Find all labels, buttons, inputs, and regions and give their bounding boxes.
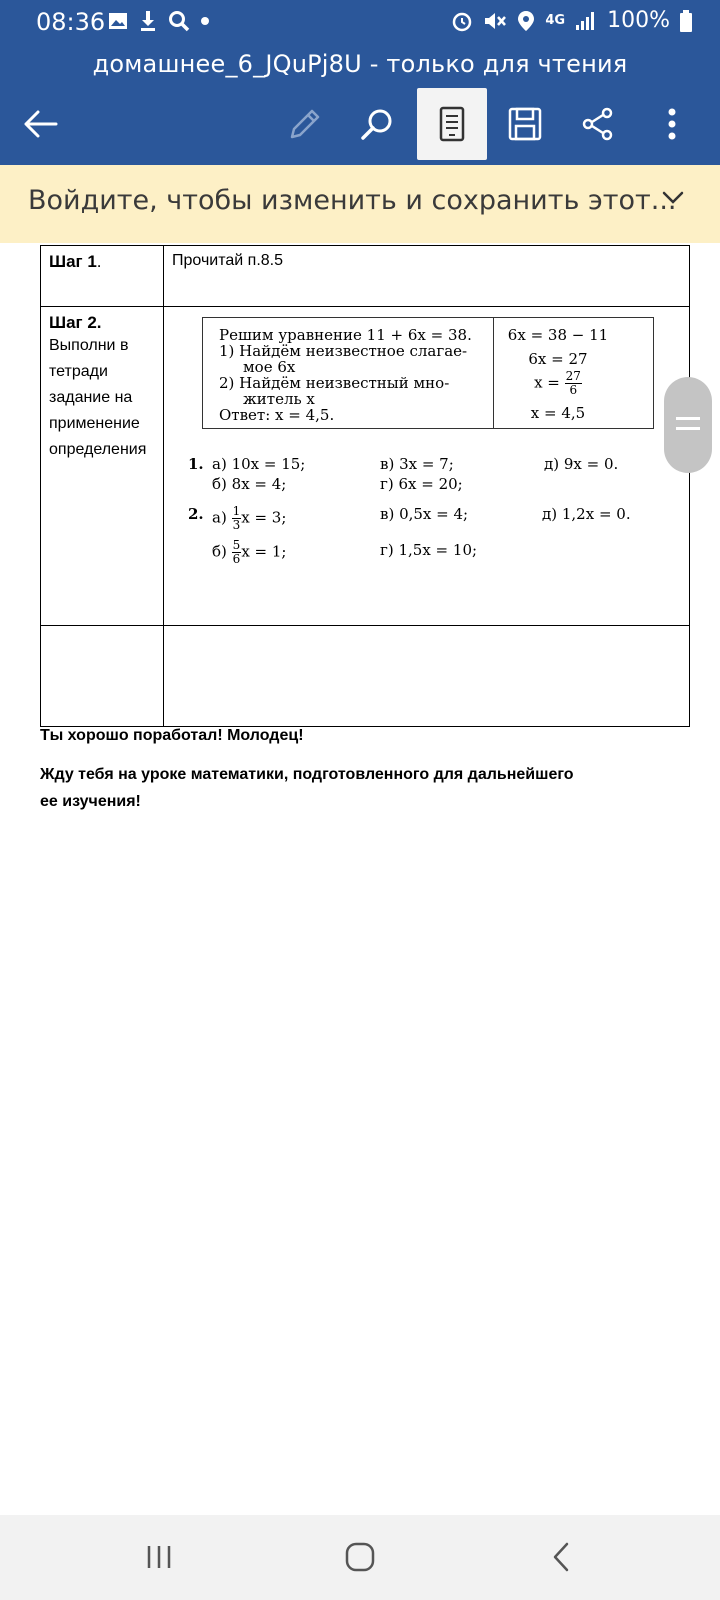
step-2-desc-line: применение	[49, 415, 140, 432]
location-icon	[517, 10, 535, 32]
status-right-icons	[451, 8, 692, 33]
search-status-icon	[168, 10, 190, 32]
step-2-desc-line: Выполни в	[49, 337, 129, 354]
back-button[interactable]	[5, 88, 75, 160]
fraction-denominator: 6	[232, 552, 241, 566]
exercise-item: г) 1,5x = 10;	[380, 541, 478, 559]
system-nav-bar	[0, 1515, 720, 1600]
reading-view-icon	[439, 106, 465, 142]
step-1-content: Прочитай п.8.5	[172, 252, 283, 269]
exercise-letter: а)	[212, 508, 227, 527]
document-title: домашнее_6_JQuPj8U - только для чтения	[92, 50, 628, 78]
edit-button[interactable]	[270, 88, 340, 160]
exercise-item: а) 10x = 15;	[212, 455, 306, 473]
exercise-equation: x = 3;	[241, 508, 287, 527]
step-1-label: Шаг 1	[49, 252, 97, 271]
solution-line: 6x = 38 − 11	[507, 326, 609, 344]
step-2-label: Шаг 2.	[49, 313, 102, 332]
handle-grip-line	[676, 427, 700, 430]
fraction-numerator: 5	[232, 538, 241, 552]
more-icon	[667, 107, 677, 141]
solution-line	[503, 370, 613, 397]
status-time: 08:36	[36, 8, 106, 36]
app-header	[0, 0, 720, 165]
example-box-divider	[493, 318, 494, 428]
mute-icon	[483, 10, 507, 32]
sign-in-banner[interactable]	[0, 165, 720, 243]
step-2-desc-line: тетради	[49, 363, 108, 380]
document-body	[0, 243, 720, 1515]
exercise-2-number: 2.	[188, 505, 204, 523]
status-bar	[0, 0, 720, 44]
table-row	[41, 307, 690, 626]
save-icon	[508, 107, 542, 141]
exercise-item	[212, 539, 286, 566]
table-row	[41, 626, 690, 727]
fraction-denominator: 3	[232, 518, 241, 532]
back-arrow-icon	[22, 109, 58, 139]
steps-table	[40, 245, 690, 727]
reading-view-button[interactable]	[417, 88, 487, 160]
example-line: 2) Найдём неизвестный мно-	[219, 374, 450, 392]
battery-percent: 100%	[607, 8, 670, 33]
back-nav-button[interactable]	[536, 1535, 586, 1579]
step-2-content-cell	[164, 307, 690, 626]
recent-apps-button[interactable]	[134, 1535, 184, 1579]
more-options-button[interactable]	[637, 88, 707, 160]
step-2-desc-line: определения	[49, 441, 147, 458]
praise-text: Ты хорошо поработал! Молодец!	[40, 727, 304, 744]
download-icon	[138, 10, 158, 32]
example-line: мое 6x	[243, 358, 296, 376]
battery-icon	[680, 10, 692, 32]
table-row	[41, 246, 690, 307]
exercise-letter: б)	[212, 542, 227, 561]
exercise-fraction	[232, 505, 242, 532]
solution-line: x = 4,5	[530, 404, 586, 422]
exercise-item: б) 8x = 4;	[212, 475, 287, 493]
step-2-label-cell	[41, 307, 164, 626]
step-2-desc-line: задание на	[49, 389, 133, 406]
share-icon	[581, 107, 615, 141]
recent-apps-icon	[145, 1544, 173, 1570]
exercise-item: д) 1,2x = 0.	[542, 505, 631, 523]
solution-fraction	[565, 370, 582, 397]
toolbar	[0, 88, 720, 160]
search-button[interactable]	[342, 88, 412, 160]
network-type: 4G	[545, 12, 566, 28]
math-exercise-image	[172, 313, 662, 613]
step-1-label-dot: .	[96, 252, 102, 271]
share-button[interactable]	[563, 88, 633, 160]
home-icon	[345, 1542, 375, 1572]
exercise-item	[212, 505, 286, 532]
signal-icon	[575, 11, 597, 31]
empty-cell	[164, 626, 690, 727]
pencil-icon	[288, 107, 322, 141]
exercise-item: в) 3x = 7;	[380, 455, 454, 473]
gallery-icon	[108, 11, 128, 31]
step-1-content-cell	[164, 246, 690, 307]
exercise-item: г) 6x = 20;	[380, 475, 463, 493]
fraction-denominator: 6	[569, 383, 578, 397]
scroll-handle[interactable]	[664, 377, 712, 473]
example-line: житель x	[243, 390, 315, 408]
handle-grip-line	[676, 417, 700, 420]
empty-cell	[41, 626, 164, 727]
example-line: Решим уравнение 11 + 6x = 38.	[219, 326, 472, 344]
closing-text-line: Жду тебя на уроке математики, подготовленного для дальнейшего	[40, 766, 574, 783]
example-answer: Ответ: x = 4,5.	[219, 406, 335, 424]
exercise-fraction	[232, 539, 242, 566]
search-icon	[360, 107, 394, 141]
banner-text: Войдите, чтобы изменить и сохранить этот...	[28, 185, 677, 216]
exercise-equation: x = 1;	[241, 542, 287, 561]
step-1-label-cell	[41, 246, 164, 307]
exercise-1-number: 1.	[188, 455, 204, 473]
alarm-icon	[451, 10, 473, 32]
exercise-item: д) 9x = 0.	[544, 455, 619, 473]
home-button[interactable]	[335, 1535, 385, 1579]
status-notification-icons	[108, 10, 210, 32]
dot-icon	[200, 16, 210, 26]
fraction-numerator: 27	[565, 369, 581, 383]
exercise-item: в) 0,5x = 4;	[380, 505, 469, 523]
solution-x-eq: x =	[534, 373, 560, 392]
example-box	[202, 317, 654, 429]
solution-line: 6x = 27	[528, 350, 588, 368]
chevron-down-icon[interactable]	[662, 191, 684, 205]
closing-text-line: ее изучения!	[40, 793, 141, 810]
save-button[interactable]	[490, 88, 560, 160]
fraction-numerator: 1	[232, 504, 241, 518]
example-line: 1) Найдём неизвестное слагае-	[219, 342, 468, 360]
back-chevron-icon	[551, 1542, 571, 1572]
